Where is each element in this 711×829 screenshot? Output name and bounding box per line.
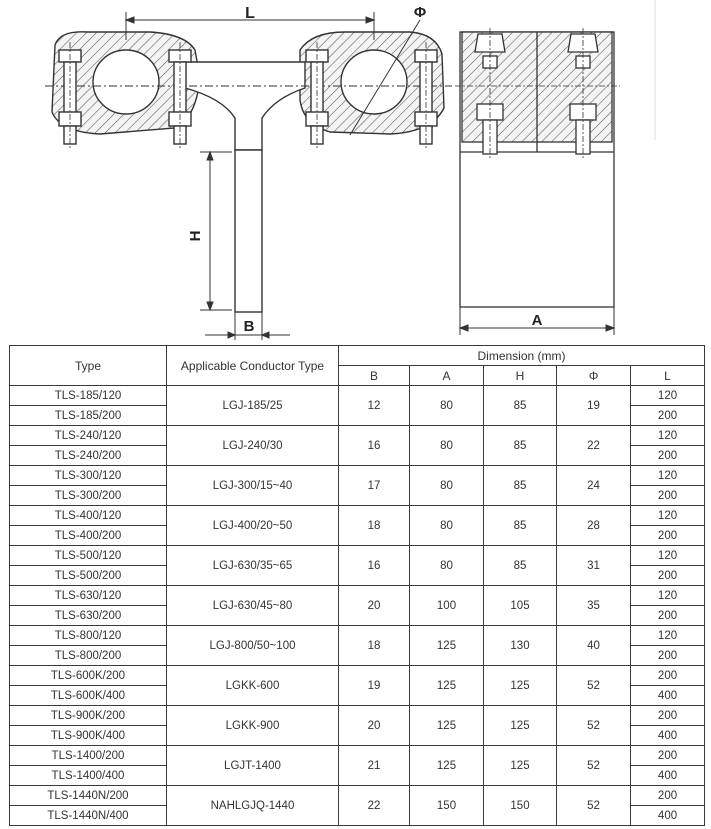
label-phi: Φ <box>413 4 427 21</box>
dim-h-cell: 85 <box>484 546 557 586</box>
left-conductor-hole <box>93 50 159 114</box>
dim-l-cell: 200 <box>631 566 705 586</box>
header-col-a: A <box>410 366 484 386</box>
conductor-cell: LGKK-600 <box>167 666 339 706</box>
dim-l-cell: 120 <box>631 466 705 486</box>
type-cell: TLS-630/200 <box>10 606 167 626</box>
dim-h-cell: 85 <box>484 426 557 466</box>
dim-phi-cell: 40 <box>557 626 631 666</box>
type-cell: TLS-300/120 <box>10 466 167 486</box>
type-cell: TLS-185/120 <box>10 386 167 406</box>
type-cell: TLS-800/200 <box>10 646 167 666</box>
type-cell: TLS-1440N/400 <box>10 806 167 826</box>
dim-a-cell: 125 <box>410 626 484 666</box>
dim-l-cell: 200 <box>631 666 705 686</box>
dim-a-cell: 125 <box>410 746 484 786</box>
label-B: B <box>243 318 255 335</box>
table-row <box>10 466 705 486</box>
dim-phi-cell: 19 <box>557 386 631 426</box>
dim-a-cell: 80 <box>410 546 484 586</box>
conductor-cell: LGJ-300/15~40 <box>167 466 339 506</box>
dim-l-cell: 200 <box>631 526 705 546</box>
stem <box>235 150 262 312</box>
table-row <box>10 746 705 766</box>
dim-phi-cell: 52 <box>557 786 631 826</box>
dim-b-cell: 20 <box>339 706 410 746</box>
label-H: H <box>187 230 204 242</box>
dim-b-cell: 17 <box>339 466 410 506</box>
t-bridge <box>185 62 305 150</box>
conductor-cell: LGKK-900 <box>167 706 339 746</box>
header-col-l: L <box>631 366 705 386</box>
dim-a-cell: 80 <box>410 386 484 426</box>
conductor-cell: LGJ-630/35~65 <box>167 546 339 586</box>
type-cell: TLS-500/200 <box>10 566 167 586</box>
type-cell: TLS-500/120 <box>10 546 167 566</box>
type-cell: TLS-630/120 <box>10 586 167 606</box>
dim-phi-cell: 52 <box>557 666 631 706</box>
dim-l-cell: 200 <box>631 646 705 666</box>
technical-drawing <box>0 0 711 342</box>
table-row <box>10 386 705 406</box>
conductor-cell: LGJ-800/50~100 <box>167 626 339 666</box>
dim-l-cell: 400 <box>631 766 705 786</box>
dim-phi-cell: 28 <box>557 506 631 546</box>
table-row <box>10 666 705 686</box>
header-dimension: Dimension (mm) <box>339 346 705 366</box>
table-row <box>10 586 705 606</box>
dimension-H <box>200 152 232 310</box>
type-cell: TLS-900K/400 <box>10 726 167 746</box>
dim-l-cell: 120 <box>631 506 705 526</box>
dim-l-cell: 200 <box>631 406 705 426</box>
dim-h-cell: 85 <box>484 466 557 506</box>
header-col-b: B <box>339 366 410 386</box>
dim-l-cell: 120 <box>631 586 705 606</box>
right-conductor-hole <box>341 50 407 114</box>
dim-phi-cell: 52 <box>557 706 631 746</box>
conductor-cell: LGJ-400/20~50 <box>167 506 339 546</box>
front-view <box>45 20 452 312</box>
specification-table <box>9 345 705 826</box>
dim-l-cell: 120 <box>631 386 705 406</box>
header-col-h: H <box>484 366 557 386</box>
dim-l-cell: 400 <box>631 726 705 746</box>
dim-b-cell: 20 <box>339 586 410 626</box>
conductor-cell: LGJ-185/25 <box>167 386 339 426</box>
dim-l-cell: 200 <box>631 706 705 726</box>
dim-l-cell: 400 <box>631 806 705 826</box>
table-row <box>10 626 705 646</box>
dim-a-cell: 125 <box>410 666 484 706</box>
dim-b-cell: 16 <box>339 426 410 466</box>
dim-h-cell: 125 <box>484 746 557 786</box>
label-A: A <box>531 312 543 329</box>
label-L: L <box>245 5 255 22</box>
type-cell: TLS-800/120 <box>10 626 167 646</box>
dim-a-cell: 100 <box>410 586 484 626</box>
type-cell: TLS-300/200 <box>10 486 167 506</box>
dim-a-cell: 150 <box>410 786 484 826</box>
dim-l-cell: 200 <box>631 606 705 626</box>
table-row <box>10 706 705 726</box>
dim-b-cell: 12 <box>339 386 410 426</box>
table-row <box>10 426 705 446</box>
type-cell: TLS-600K/200 <box>10 666 167 686</box>
dim-b-cell: 22 <box>339 786 410 826</box>
dim-h-cell: 105 <box>484 586 557 626</box>
type-cell: TLS-400/120 <box>10 506 167 526</box>
dim-h-cell: 85 <box>484 506 557 546</box>
dim-a-cell: 80 <box>410 426 484 466</box>
conductor-cell: LGJT-1400 <box>167 746 339 786</box>
dim-h-cell: 130 <box>484 626 557 666</box>
dim-l-cell: 200 <box>631 446 705 466</box>
dim-l-cell: 120 <box>631 426 705 446</box>
dim-l-cell: 120 <box>631 546 705 566</box>
dim-b-cell: 21 <box>339 746 410 786</box>
dim-phi-cell: 52 <box>557 746 631 786</box>
conductor-cell: LGJ-630/45~80 <box>167 586 339 626</box>
type-cell: TLS-600K/400 <box>10 686 167 706</box>
dim-phi-cell: 31 <box>557 546 631 586</box>
dim-h-cell: 125 <box>484 706 557 746</box>
dim-phi-cell: 24 <box>557 466 631 506</box>
table-row <box>10 546 705 566</box>
table-row <box>10 506 705 526</box>
dim-h-cell: 85 <box>484 386 557 426</box>
dim-l-cell: 120 <box>631 626 705 646</box>
header-col-phi: Φ <box>557 366 631 386</box>
header-type: Type <box>10 346 167 386</box>
type-cell: TLS-185/200 <box>10 406 167 426</box>
dim-l-cell: 200 <box>631 746 705 766</box>
dim-l-cell: 200 <box>631 786 705 806</box>
type-cell: TLS-1440N/200 <box>10 786 167 806</box>
type-cell: TLS-400/200 <box>10 526 167 546</box>
type-cell: TLS-900K/200 <box>10 706 167 726</box>
side-view <box>455 28 620 307</box>
dim-l-cell: 200 <box>631 486 705 506</box>
dim-a-cell: 125 <box>410 706 484 746</box>
dim-a-cell: 80 <box>410 466 484 506</box>
conductor-cell: LGJ-240/30 <box>167 426 339 466</box>
dim-h-cell: 150 <box>484 786 557 826</box>
dim-a-cell: 80 <box>410 506 484 546</box>
dim-phi-cell: 35 <box>557 586 631 626</box>
header-conductor: Applicable Conductor Type <box>167 346 339 386</box>
type-cell: TLS-1400/400 <box>10 766 167 786</box>
dim-b-cell: 18 <box>339 626 410 666</box>
type-cell: TLS-240/120 <box>10 426 167 446</box>
dim-b-cell: 18 <box>339 506 410 546</box>
type-cell: TLS-240/200 <box>10 446 167 466</box>
dim-l-cell: 400 <box>631 686 705 706</box>
type-cell: TLS-1400/200 <box>10 746 167 766</box>
dim-phi-cell: 22 <box>557 426 631 466</box>
dim-b-cell: 19 <box>339 666 410 706</box>
conductor-cell: NAHLGJQ-1440 <box>167 786 339 826</box>
table-row <box>10 786 705 806</box>
dim-h-cell: 125 <box>484 666 557 706</box>
dim-b-cell: 16 <box>339 546 410 586</box>
